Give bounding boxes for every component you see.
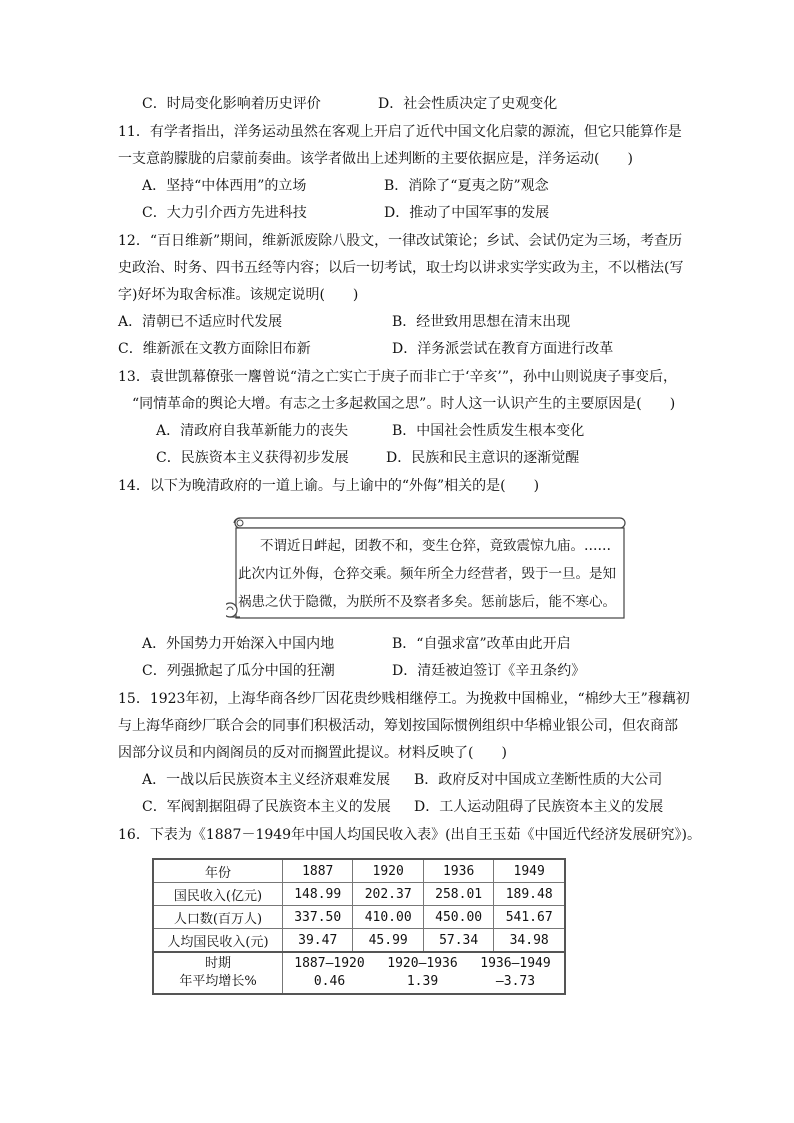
period-cell: 1887—1920 xyxy=(294,956,365,971)
table-row xyxy=(153,906,565,929)
table-header-cell: 1887 xyxy=(283,859,353,883)
q15-stem-line1: 15．1923年初，上海华商各纱厂因花贵纱贱相继停工。为挽救中国棉业，“棉纱大王”穆藕初 xyxy=(118,691,690,707)
q12-option-b: B．经世致用思想在清末出现 xyxy=(392,314,571,330)
q15-option-a: A．一战以后民族资本主义经济艰难发展 xyxy=(142,772,391,788)
period-label: 时期 xyxy=(204,956,231,971)
q10-option-d: D．社会性质决定了史观变化 xyxy=(378,96,558,112)
q13-option-d: D．民族和民主意识的逐渐觉醒 xyxy=(386,450,580,466)
growth-cell: 1.39 xyxy=(406,974,439,989)
q14-stem-line1: 14．以下为晚清政府的一道上谕。与上谕中的“外侮”相关的是( ) xyxy=(118,478,540,494)
income-table xyxy=(152,858,566,995)
table-header-cell: 年份 xyxy=(153,859,283,883)
growth-row xyxy=(283,973,562,991)
table-growth-values xyxy=(283,952,566,994)
table-cell: 541.67 xyxy=(494,906,565,929)
table-cell: 258.01 xyxy=(423,883,493,906)
table-cell: 34.98 xyxy=(494,929,565,953)
table-row xyxy=(153,883,565,906)
q15-option-c: C．军阀割据阻碍了民族资本主义的发展 xyxy=(142,799,391,815)
q12-stem-line1: 12．“百日维新”期间，维新派废除八股文，一律改试策论；乡试、会试仍定为三场，考查历 xyxy=(118,233,683,249)
table-cell: 202.37 xyxy=(353,883,423,906)
growth-cell: 0.46 xyxy=(313,974,346,989)
table-cell: 337.50 xyxy=(283,906,353,929)
q11-stem-line2: 一支意韵朦胧的启蒙前奏曲。该学者做出上述判断的主要依据应是，洋务运动( ) xyxy=(118,151,633,167)
q11-option-c: C．大力引介西方先进科技 xyxy=(142,205,307,221)
edict-line2: 此次内讧外侮，仓猝交乘。频年所全力经营者，毁于一旦。是知 xyxy=(238,566,616,582)
table-header-row xyxy=(153,859,565,883)
table-cell: 450.00 xyxy=(423,906,493,929)
table-cell: 45.99 xyxy=(353,929,423,953)
q11-stem-line1: 11．有学者指出，洋务运动虽然在客观上开启了近代中国文化启蒙的源流，但它只能算作是 xyxy=(118,124,682,140)
q10-option-c: C．时局变化影响着历史评价 xyxy=(142,96,321,112)
table-cell: 57.34 xyxy=(423,929,493,953)
q14-option-c: C．列强掀起了瓜分中国的狂潮 xyxy=(142,663,335,679)
q12-stem-line3: 字)好坏为取舍标准。该规定说明( ) xyxy=(118,287,359,303)
q15-stem-line3: 因部分议员和内阁阁员的反对而搁置此提议。材料反映了( ) xyxy=(118,745,507,761)
q16-stem-line1: 16．下表为《1887－1949年中国人均国民收入表》(出自王玉茹《中国近代经济发展研究》)。 xyxy=(118,827,701,843)
table-row xyxy=(153,929,565,953)
q14-option-d: D．清廷被迫签订《辛丑条约》 xyxy=(392,663,586,679)
edict-line3: 祸患之伏于隐微，为朕所不及察者多矣。惩前毖后，能不寒心。 xyxy=(238,594,616,610)
table-row-label: 人均国民收入(元) xyxy=(153,929,283,953)
q13-stem-line1: 13．袁世凯幕僚张一麐曾说“清之亡实亡于庚子而非亡于‘辛亥’”，孙中山则说庚子事变后， xyxy=(118,369,678,385)
q13-option-a: A．清政府自我革新能力的丧失 xyxy=(156,423,349,439)
table-cell: 39.47 xyxy=(283,929,353,953)
period-row xyxy=(283,955,562,973)
table-header-cell: 1920 xyxy=(353,859,423,883)
table-row-label: 国民收入(亿元) xyxy=(153,883,283,906)
table-growth-row xyxy=(153,952,565,994)
q11-option-a: A．坚持“中体西用”的立场 xyxy=(142,178,307,194)
q15-option-d: D．工人运动阻碍了民族资本主义的发展 xyxy=(414,799,664,815)
edict-line1: 不谓近日衅起，团教不和，变生仓猝，竟致震惊九庙。…… xyxy=(260,538,611,554)
q13-option-c: C．民族资本主义获得初步发展 xyxy=(156,450,349,466)
table-cell: 148.99 xyxy=(283,883,353,906)
table-growth-label xyxy=(153,952,283,994)
q12-option-a: A．清朝已不适应时代发展 xyxy=(118,314,283,330)
q13-stem-line2: “同情革命的舆论大增。有志之士多起救国之思”。时人这一认识产生的主要原因是( ) xyxy=(132,396,676,412)
period-cell: 1920—1936 xyxy=(387,956,458,971)
table-cell: 410.00 xyxy=(353,906,423,929)
q11-option-b: B．消除了“夏夷之防”观念 xyxy=(384,178,549,194)
q15-stem-line2: 与上海华商纱厂联合会的同事们积极活动，筹划按国际惯例组织中华棉业银公司，但农商部 xyxy=(118,718,678,734)
growth-label: 年平均增长% xyxy=(179,974,257,989)
q11-option-d: D．推动了中国军事的发展 xyxy=(384,205,550,221)
table-row-label: 人口数(百万人) xyxy=(153,906,283,929)
q14-option-b: B．“自强求富”改革由此开启 xyxy=(392,636,571,652)
growth-cell: —3.73 xyxy=(495,974,536,989)
q15-option-b: B．政府反对中国成立垄断性质的大公司 xyxy=(414,772,663,788)
q14-option-a: A．外国势力开始深入中国内地 xyxy=(142,636,335,652)
q12-stem-line2: 史政治、时务、四书五经等内容；以后一切考试，取士均以讲求实学实政为主，不以楷法(写 xyxy=(118,260,684,276)
edict-scroll xyxy=(226,516,630,624)
q12-option-d: D．洋务派尝试在教育方面进行改革 xyxy=(392,341,614,357)
table-header-cell: 1949 xyxy=(494,859,565,883)
period-cell: 1936—1949 xyxy=(480,956,551,971)
q12-option-c: C．维新派在文教方面除旧布新 xyxy=(118,341,311,357)
table-cell: 189.48 xyxy=(494,883,565,906)
q13-option-b: B．中国社会性质发生根本变化 xyxy=(392,423,585,439)
table-header-cell: 1936 xyxy=(423,859,493,883)
